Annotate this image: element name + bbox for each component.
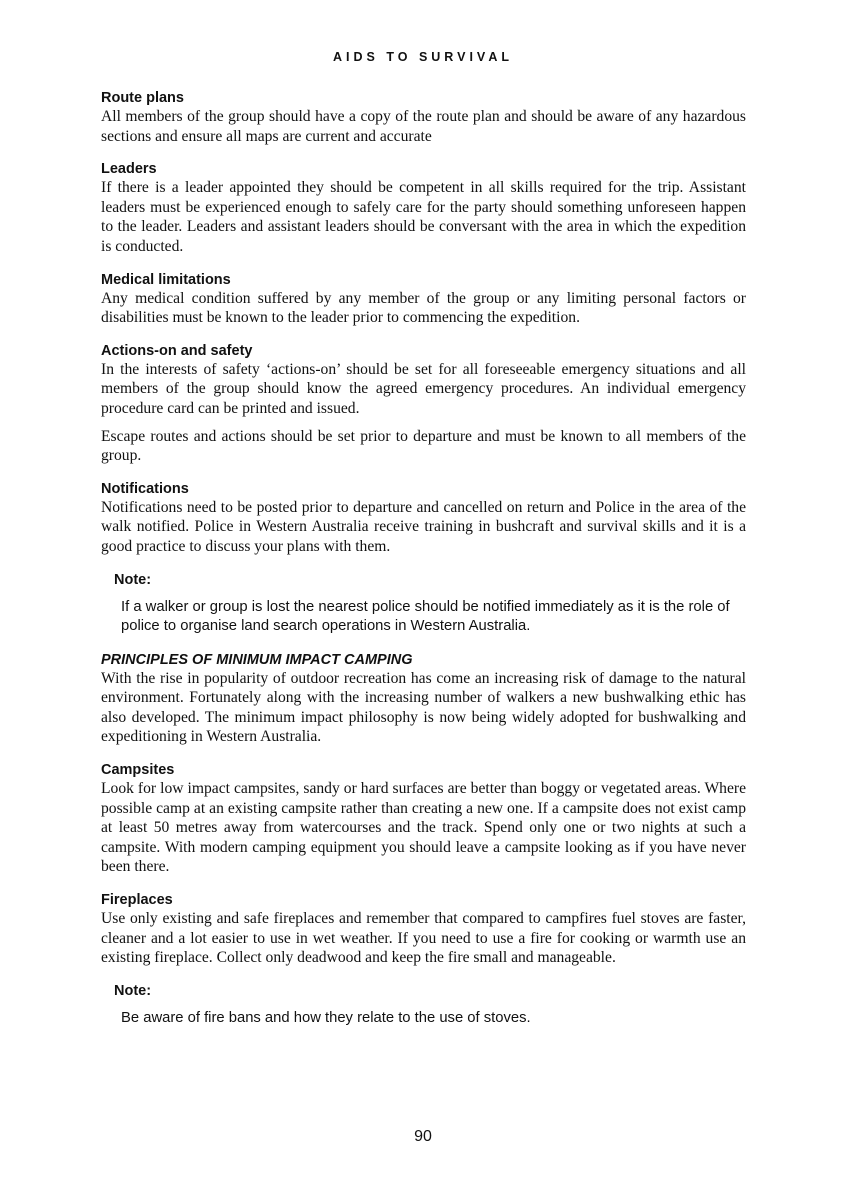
section-principles [101, 651, 746, 747]
section-paragraph: If there is a leader appointed they should be competent in all skills required for the trip. Assistant leaders must be experienced enough to safely care for the party should something unforeseen happen to the leader. Leaders and assistant leaders should be conversant with the area in which the expedition is conducted. [101, 179, 746, 255]
section-heading: Actions-on and safety [101, 342, 253, 359]
note-fire-bans [114, 982, 746, 1029]
note-text: If a walker or group is lost the nearest police should be notified immediately as it is the role of police to organise land search operations in Western Australia. [121, 598, 730, 635]
page-number: 90 [414, 1128, 432, 1145]
section-heading: Fireplaces [101, 892, 173, 909]
section-notifications [101, 480, 746, 557]
section-paragraph: In the interests of safety ‘actions-on’ should be set for all foreseeable emergency situations and all members of the group should know the agreed emergency procedures. An individual emergency procedure card can be printed and issued. [101, 360, 746, 417]
section-heading: Route plans [101, 90, 184, 106]
section-heading: Notifications [101, 480, 189, 497]
section-paragraph: Any medical condition suffered by any member of the group or any limiting personal factors or disabilities must be known to the leader prior to commencing the expedition. [101, 289, 746, 327]
section-paragraph: Notifications need to be posted prior to departure and cancelled on return and Police in the area of the walk notified. Police in Western Australia receive training in bushcraft and survival skills and it is a good practice to discuss your plans with them. [101, 498, 746, 555]
section-route-plans [101, 89, 746, 146]
section-paragraph: Use only existing and safe fireplaces and remember that compared to campfires fuel stoves are faster, cleaner and a lot easier to use in wet weather. If you need to use a fire for cooking or warmth use an existing fireplace. Collect only deadwood and keep the fire small and manageable. [101, 910, 746, 967]
section-campsites [101, 761, 746, 877]
section-medical-limitations [101, 271, 746, 328]
section-fireplaces [101, 891, 746, 968]
note-text: Be aware of fire bans and how they relate to the use of stoves. [121, 1009, 531, 1026]
page-body [101, 89, 746, 1042]
section-heading: Medical limitations [101, 271, 231, 288]
section-paragraph: Look for low impact campsites, sandy or hard surfaces are better than boggy or vegetated areas. Where possible camp at an existing campsite rather than creating a new one. If a campsite does not exist camp at least 50 metres away from watercourses and the track. Spend only one or two nights at such a campsite. With modern camping equipment you should leave a campsite looking as if you have never been there. [101, 780, 746, 876]
section-paragraph: All members of the group should have a copy of the route plan and should be aware of any hazardous sections and ensure all maps are current and accurate [101, 108, 746, 145]
note-label: Note: [114, 571, 152, 588]
section-heading: Leaders [101, 161, 157, 178]
section-paragraph: With the rise in popularity of outdoor recreation has come an increasing risk of damage to the natural environment. Fortunately along with the increasing number of walkers a new bushwalking ethic has also developed. The minimum impact philosophy is now being widely adopted for bushwalking and expeditioning in Western Australia. [101, 669, 746, 746]
running-header: AIDS TO SURVIVAL [333, 50, 513, 64]
section-heading: Campsites [101, 762, 175, 779]
note-label: Note: [114, 982, 152, 999]
section-heading: PRINCIPLES OF MINIMUM IMPACT CAMPING [101, 651, 413, 668]
section-paragraph: Escape routes and actions should be set prior to departure and must be known to all members of the group. [101, 427, 746, 465]
section-leaders [101, 160, 746, 256]
note-police [114, 571, 746, 637]
section-actions-on-safety [101, 342, 746, 466]
